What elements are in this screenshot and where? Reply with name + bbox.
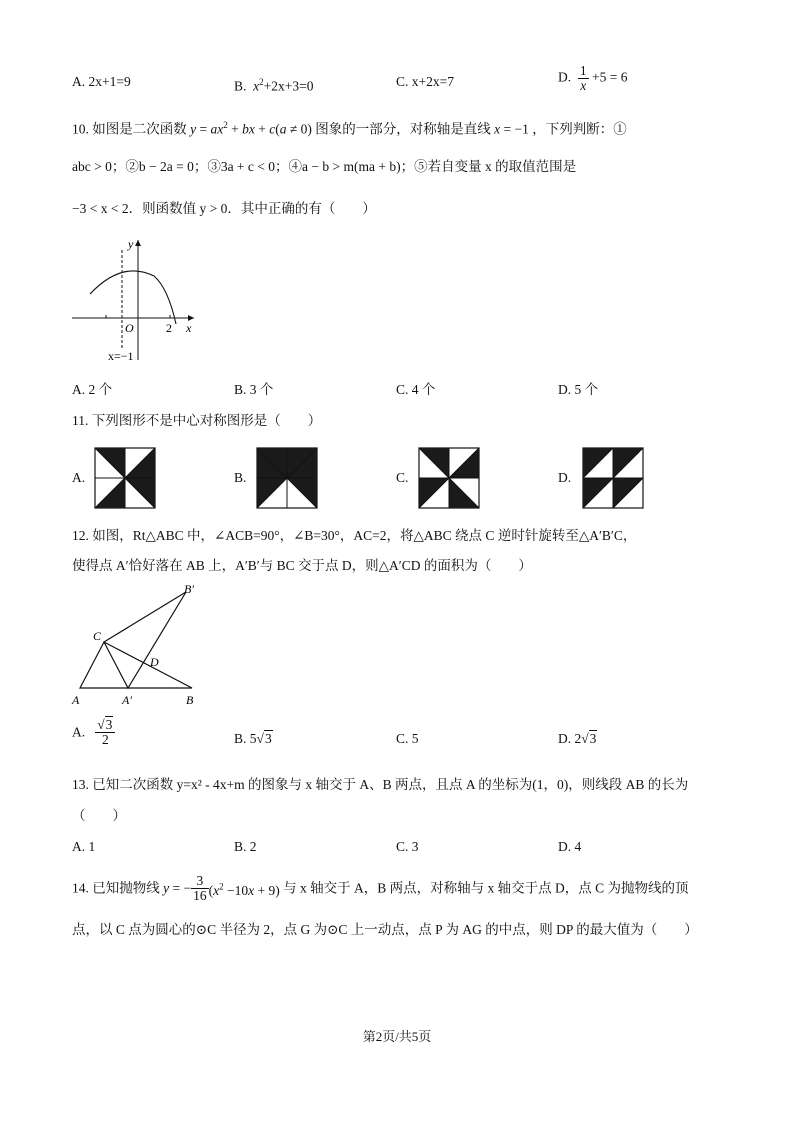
q11-figure-a — [94, 447, 156, 509]
q10-option-d: D. 5 个 — [558, 382, 599, 397]
q14-stem-line-1: 14. 已知抛物线 y = − $\frac{3}{16}$ $(x^2 -10x + 9)$ 与 x 轴交于 A，B 两点，对称轴与 x 轴交于点 D，点 C 为抛物线的顶 — [72, 873, 689, 903]
q11-figure-b — [256, 447, 318, 509]
q13-stem-line-2: （ ） — [72, 808, 126, 823]
q13-option-d: D. 4 — [558, 839, 582, 854]
q11-label-d: D. — [558, 470, 572, 485]
x-axis-label: x — [186, 321, 192, 335]
triangle-a-prime-b-prime-c — [104, 592, 186, 688]
q10-stem-line-1: 10. 如图是二次函数 $y = ax^2$ + bx + c(a ≠ 0) 图象的一部分，对称轴是直线 x = −1 ，下列判断：① — [72, 120, 627, 137]
q11-label-b: B. — [234, 470, 247, 485]
point-a-prime-label: A′ — [122, 693, 132, 707]
q11-figure-d — [582, 447, 644, 509]
y-axis-label: y — [128, 237, 134, 251]
page-number: 第2页/共5页 — [362, 1029, 432, 1044]
q9-option-d: D. $\frac{1}{x}$ +5 = 6 — [558, 63, 628, 93]
q10-option-a: A. 2 个 — [72, 382, 113, 397]
q10-stem-line-2: abc > 0；②b − 2a = 0；③3a + c < 0；④a − b > m(ma + b)；⑤若自变量 x 的取值范围是 — [72, 159, 577, 174]
q12-option-c: C. 5 — [396, 731, 419, 746]
q14-stem-line-2: 点，以 C 点为圆心的⊙C 半径为 2，点 G 为⊙C 上一动点，点 P 为 AG 的中点，则 DP 的最大值为（ ） — [72, 922, 698, 937]
q10-parabola-graph — [68, 236, 208, 368]
q10-stem-line-3: −3 < x < 2．则函数值 y > 0．其中正确的有（ ） — [72, 201, 376, 216]
q12-option-a: A. $\frac{√3}{2}$ — [72, 718, 115, 747]
triangle-abc — [80, 642, 192, 688]
parabola-curve — [90, 271, 176, 324]
q9-option-b: B. $x^2+2x+3=0$ — [234, 77, 314, 94]
q10-option-b: B. 3 个 — [234, 382, 274, 397]
q13-option-b: B. 2 — [234, 839, 257, 854]
q11-label-a: A. — [72, 470, 86, 485]
point-a-label: A — [72, 693, 80, 707]
q9-option-c: C. x+2x=7 — [396, 74, 454, 89]
q12-stem-line-1: 12. 如图，Rt△ABC 中，∠ACB=90°，∠B=30°，AC=2，将△ABC 绕点 C 逆时针旋转至△A′B′C， — [72, 528, 637, 543]
q11-label-c: C. — [396, 470, 409, 485]
q12-option-d: D. 2√3 — [558, 731, 597, 746]
q13-option-a: A. 1 — [72, 839, 96, 854]
point-b-prime-label: B′ — [184, 582, 194, 596]
root-label: 2 — [166, 321, 172, 335]
point-d-label: D — [150, 655, 159, 669]
q12-option-b: B. 5√3 — [234, 731, 272, 746]
point-b-label: B — [186, 693, 194, 707]
q12-stem-line-2: 使得点 A′恰好落在 AB 上，A′B′与 BC 交于点 D，则△A′CD 的面积为（ ） — [72, 558, 532, 573]
origin-label: O — [125, 321, 134, 335]
q13-option-c: C. 3 — [396, 839, 419, 854]
q9-option-a: A. 2x+1=9 — [72, 74, 131, 89]
q10-option-c: C. 4 个 — [396, 382, 436, 397]
q11-figure-c — [418, 447, 480, 509]
symmetry-label: x=−1 — [108, 349, 134, 363]
point-c-label: C — [93, 629, 102, 643]
q13-stem-line-1: 13. 已知二次函数 y=x² - 4x+m 的图象与 x 轴交于 A、B 两点，且点 A 的坐标为(1，0)，则线段 AB 的长为 — [72, 777, 689, 792]
q12-triangle-figure — [66, 578, 216, 710]
q11-stem: 11. 下列图形不是中心对称图形是（ ） — [72, 413, 322, 428]
